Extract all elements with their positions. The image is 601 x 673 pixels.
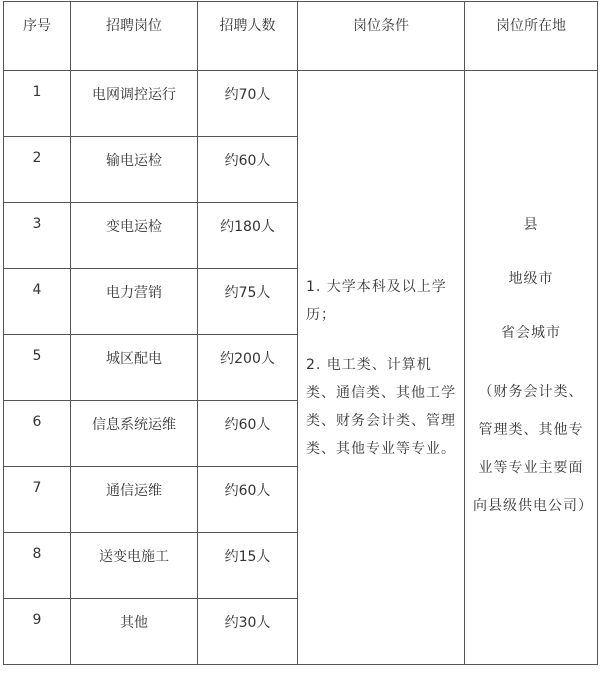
row-no: 6 xyxy=(4,401,71,467)
row-count: 约200人 xyxy=(198,335,298,401)
header-conditions: 岗位条件 xyxy=(298,2,465,71)
row-no: 4 xyxy=(4,269,71,335)
row-no: 8 xyxy=(4,533,71,599)
row-position: 信息系统运维 xyxy=(71,401,198,467)
condition-education: 1. 大学本科及以上学历； xyxy=(306,278,447,323)
condition-majors: 2. 电工类、计算机类、通信类、其他工学类、财务会计类、管理类、其他专业等专业。 xyxy=(306,356,456,457)
row-no: 2 xyxy=(4,137,71,203)
recruitment-table xyxy=(3,1,598,665)
row-position: 其他 xyxy=(71,599,198,665)
header-no: 序号 xyxy=(4,2,71,71)
header-position: 招聘岗位 xyxy=(71,2,198,71)
row-count: 约15人 xyxy=(198,533,298,599)
header-row xyxy=(4,2,598,71)
header-location: 岗位所在地 xyxy=(465,2,598,71)
location-provincial-capital: 省会城市 xyxy=(501,324,561,341)
location-prefecture-city: 地级市 xyxy=(508,270,554,287)
row-no: 7 xyxy=(4,467,71,533)
row-position: 城区配电 xyxy=(71,335,198,401)
row-no: 5 xyxy=(4,335,71,401)
location-note: （财务会计类、管理类、其他专业等专业主要面向县级供电公司） xyxy=(473,383,593,514)
row-count: 约60人 xyxy=(198,401,298,467)
header-count: 招聘人数 xyxy=(198,2,298,71)
row-no: 1 xyxy=(4,71,71,137)
row-count: 约75人 xyxy=(198,269,298,335)
row-no: 3 xyxy=(4,203,71,269)
conditions-cell xyxy=(298,71,465,665)
row-count: 约60人 xyxy=(198,137,298,203)
row-position: 变电运检 xyxy=(71,203,198,269)
table-row xyxy=(4,71,598,137)
row-no: 9 xyxy=(4,599,71,665)
row-position: 电力营销 xyxy=(71,269,198,335)
row-position: 通信运维 xyxy=(71,467,198,533)
row-position: 输电运检 xyxy=(71,137,198,203)
row-count: 约30人 xyxy=(198,599,298,665)
row-position: 送变电施工 xyxy=(71,533,198,599)
location-county: 县 xyxy=(523,216,539,233)
location-cell xyxy=(465,71,598,665)
row-count: 约70人 xyxy=(198,71,298,137)
row-count: 约180人 xyxy=(198,203,298,269)
row-count: 约60人 xyxy=(198,467,298,533)
row-position: 电网调控运行 xyxy=(71,71,198,137)
